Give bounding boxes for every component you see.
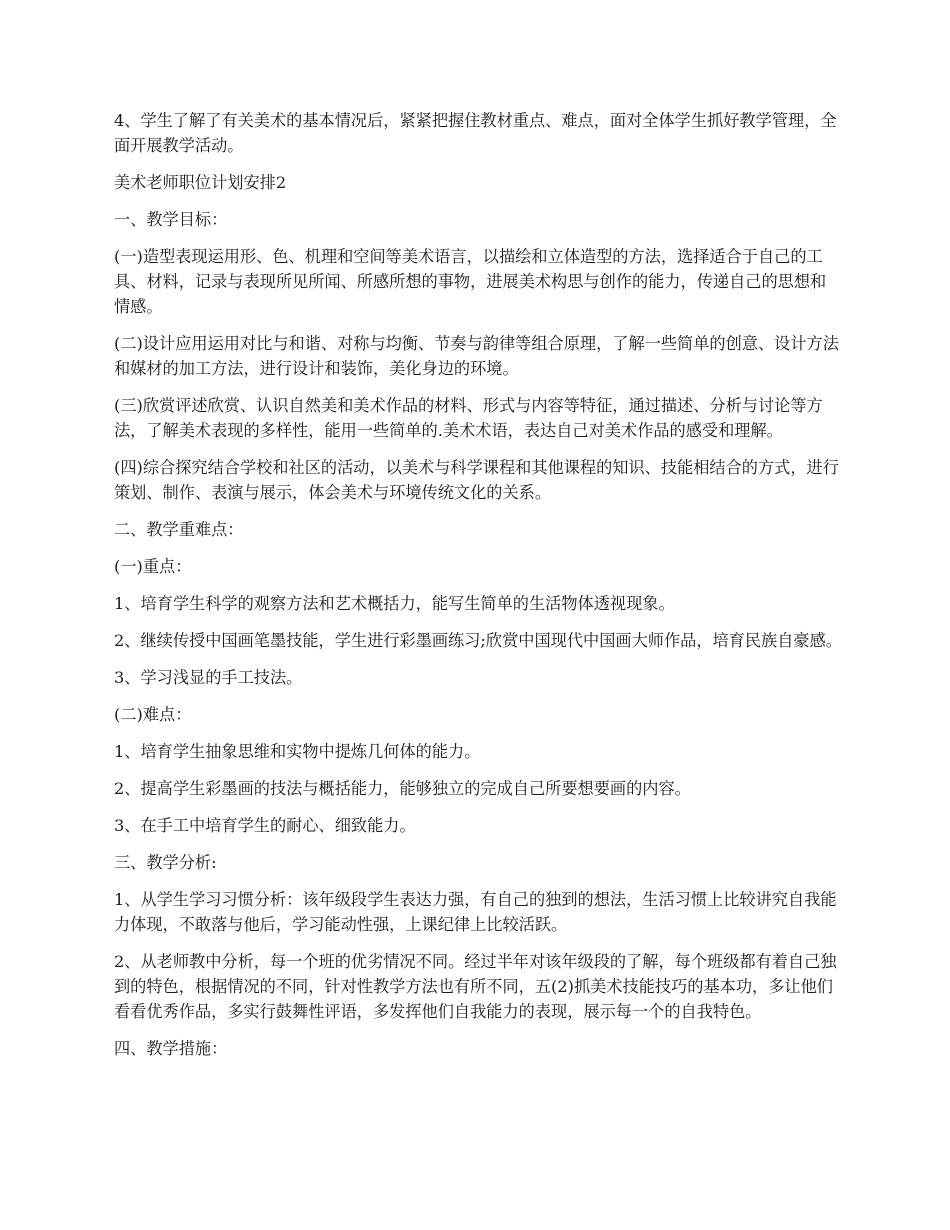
analysis-1-paragraph: 1、从学生学习习惯分析：该年级段学生表达力强，有自己的独到的想法，生活习惯上比较讲究自我能力体现，不敢落与他后，学习能动性强，上课纪律上比较活跃。 bbox=[114, 890, 837, 934]
subheading-key-points: (一)重点： bbox=[114, 557, 192, 576]
difficult-point-2: 2、提高学生彩墨画的技法与概括能力，能够独立的完成自己所要想要画的内容。 bbox=[114, 779, 691, 798]
goal-1-paragraph: (一)造型表现运用形、色、机理和空间等美术语言，以描绘和立体造型的方法，选择适合于自己的工具、材料，记录与表现所见所闻、所感所想的事物，进展美术构思与创作的能力，传递自己的思想和情感。 bbox=[114, 247, 827, 316]
heading-teaching-goals: 一、教学目标： bbox=[114, 210, 228, 229]
analysis-2-paragraph: 2、从老师教中分析，每一个班的优劣情况不同。经过半年对该年级段的了解，每个班级都有着自己独到的特色，根据情况的不同，针对性教学方法也有所不同，五(2)抓美术技能技巧的基本功，多让他们看看优秀作品，多实行鼓舞性评语，多发挥他们自我能力的表现，展示每一个的自我特色。 bbox=[114, 952, 837, 1021]
difficult-point-3: 3、在手工中培育学生的耐心、细致能力。 bbox=[114, 816, 416, 835]
document-page bbox=[114, 108, 842, 1073]
section-title: 美术老师职位计划安排2 bbox=[114, 173, 287, 192]
heading-key-difficult-points: 二、教学重难点： bbox=[114, 520, 244, 539]
goal-4-paragraph: (四)综合探究结合学校和社区的活动，以美术与科学课程和其他课程的知识、技能相结合的方式，进行策划、制作、表演与展示，体会美术与环境传统文化的关系。 bbox=[114, 458, 839, 502]
key-point-2: 2、继续传授中国画笔墨技能，学生进行彩墨画练习;欣赏中国现代中国画大师作品，培育民族自豪感。 bbox=[114, 631, 842, 650]
subheading-difficult-points: (二)难点： bbox=[114, 705, 192, 724]
goal-3-paragraph: (三)欣赏评述欣赏、认识自然美和美术作品的材料、形式与内容等特征，通过描述、分析与讨论等方法，了解美术表现的多样性，能用一些简单的.美术术语，表达自己对美术作品的感受和理解。 bbox=[114, 396, 823, 440]
difficult-point-1: 1、培育学生抽象思维和实物中提炼几何体的能力。 bbox=[114, 742, 481, 761]
heading-teaching-analysis: 三、教学分析: bbox=[114, 853, 217, 872]
key-point-3: 3、学习浅显的手工技法。 bbox=[114, 668, 303, 687]
paragraph-item-4: 4、学生了解了有关美术的基本情况后，紧紧把握住教材重点、难点，面对全体学生抓好教学管理，全面开展教学活动。 bbox=[114, 111, 837, 155]
heading-teaching-measures: 四、教学措施： bbox=[114, 1039, 228, 1058]
key-point-1: 1、培育学生科学的观察方法和艺术概括力，能写生简单的生活物体透视现象。 bbox=[114, 594, 675, 613]
goal-2-paragraph: (二)设计应用运用对比与和谐、对称与均衡、节奏与韵律等组合原理，了解一些简单的创意、设计方法和媒材的加工方法，进行设计和装饰，美化身边的环境。 bbox=[114, 334, 839, 378]
